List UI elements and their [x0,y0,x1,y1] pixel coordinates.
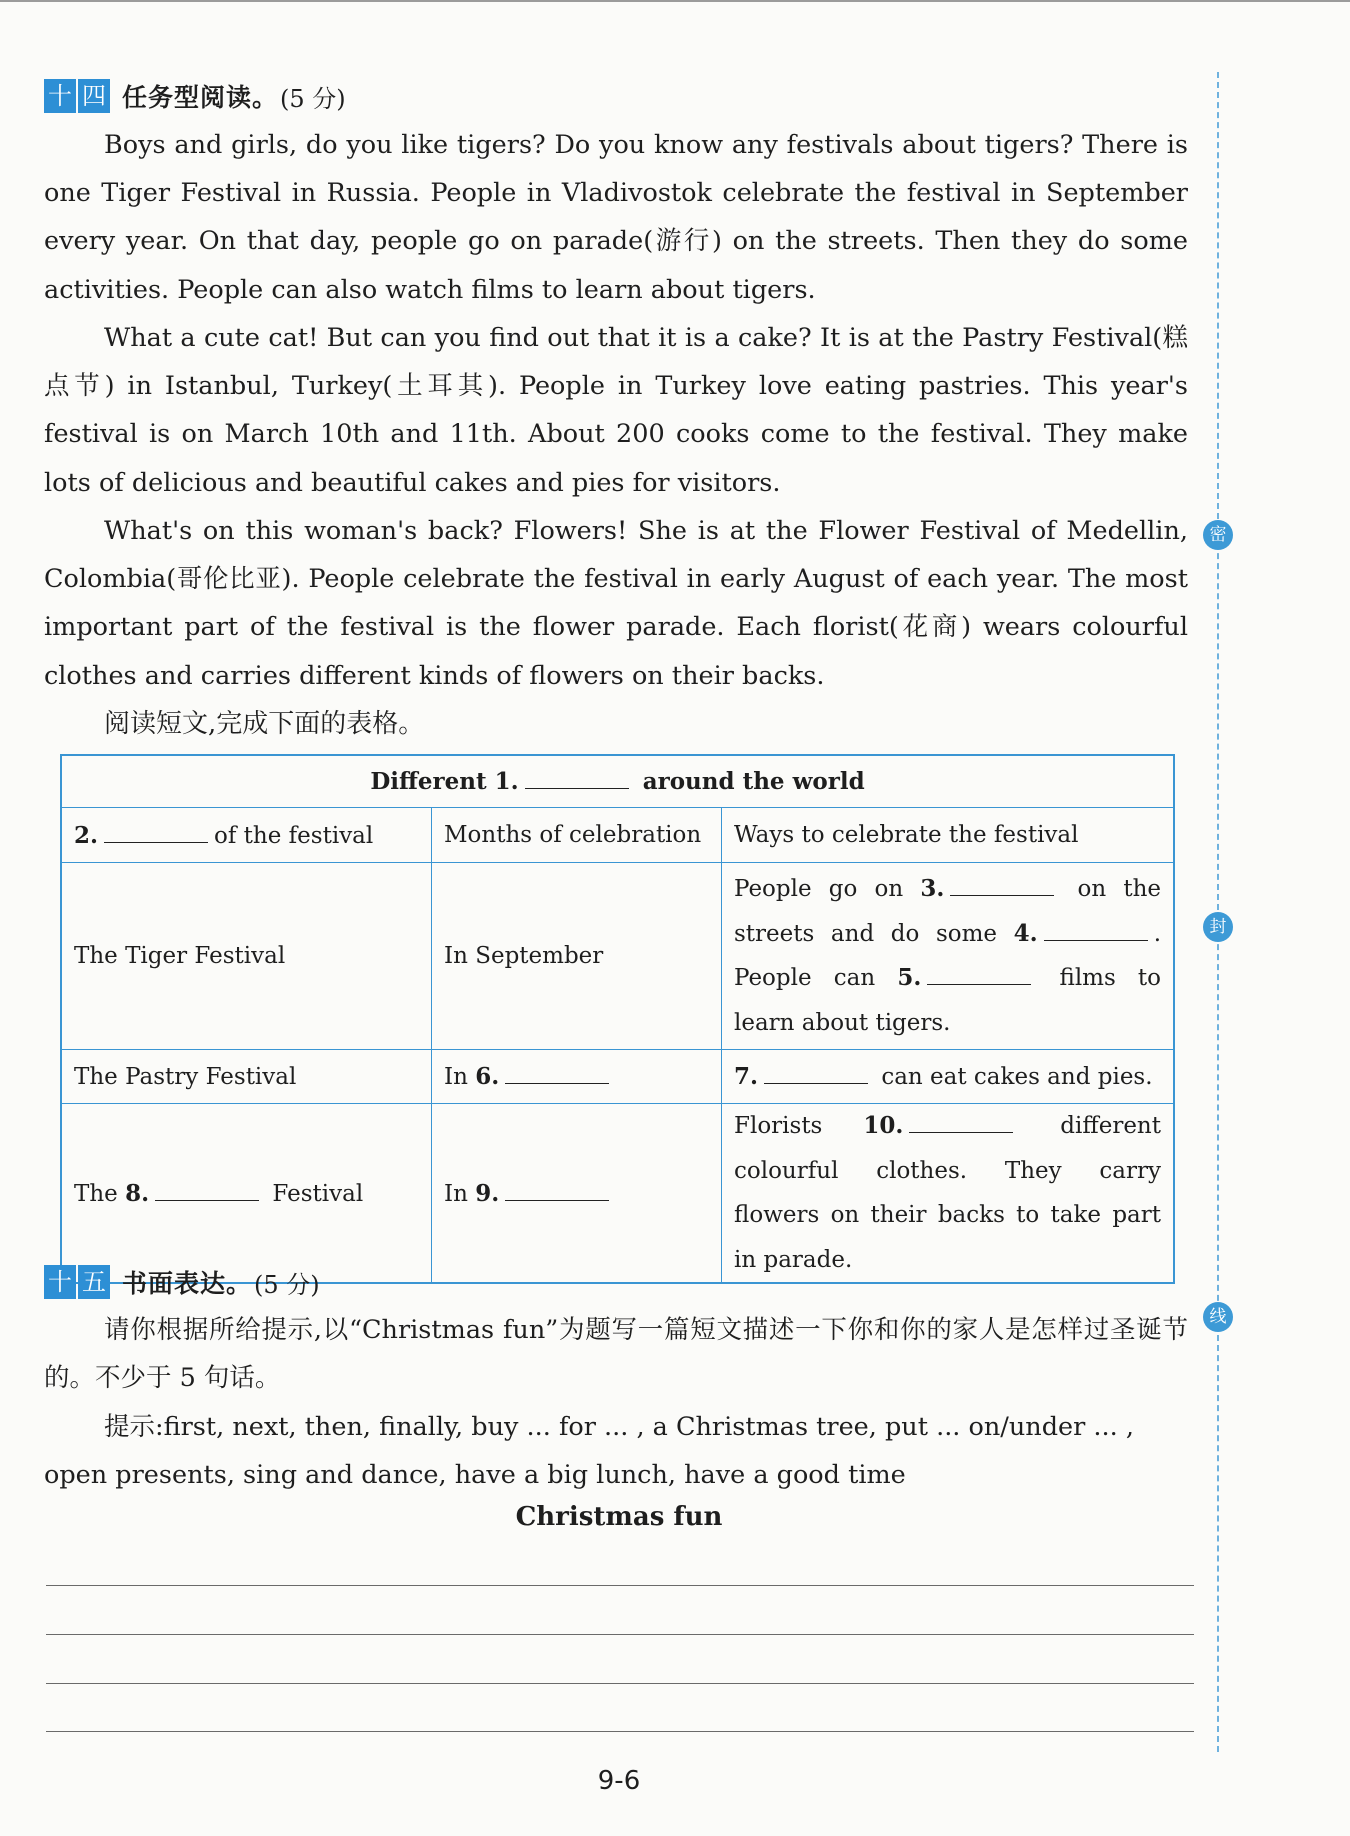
badge-char-2: 四 [78,79,110,113]
section-14-badge [44,79,112,113]
blank-8[interactable] [155,1199,259,1201]
writing-hint: 提示:first, next, then, finally, buy ... for ... , a Christmas tree, put ... on/under ... , open presents, sing and dance, have a big lunch, have a good time [44,1412,1134,1490]
section-15-title: 书面表达。 [122,1269,253,1298]
table-instruction: 阅读短文,完成下面的表格。 [104,709,425,739]
row3-name: The 8. Festival [61,1104,432,1284]
row1-ways: People go on 3. on the streets and do some 4. . People can 5. films to learn about tigers. [722,863,1175,1050]
blank-2[interactable] [104,841,208,843]
blank-10[interactable] [909,1131,1013,1133]
section-15-header [44,1264,320,1300]
blank-4[interactable] [1044,939,1148,941]
badge-char-2: 五 [78,1265,110,1299]
passage-3: What's on this woman's back? Flowers! She is at the Flower Festival of Medellin, Colombia(哥伦比亚). People celebrate the festival in early August of each year. The most important part of the festival is the flower parade. Each florist(花商) wears colourful clothes and carries different kinds of flowers on their backs. [44,516,1188,691]
section-14-score: (5 分) [280,84,346,113]
page-number: 9-6 [597,1766,641,1796]
passage-2: What a cute cat! But can you find out that it is a cake? It is at the Pastry Festival(糕点节) in Istanbul, Turkey(土耳其). People in Turkey love eating pastries. This year's festival is on March 10th and 11th. About 200 cooks come to the festival. They make lots of delicious and beautiful cakes and pies for visitors. [44,323,1188,498]
binding-mark-1: 密 [1203,520,1233,550]
section-15-badge [44,1265,112,1299]
badge-char-1: 十 [44,1265,76,1299]
blank-5[interactable] [927,983,1031,985]
row1-month: In September [432,863,722,1050]
row2-ways: 7. can eat cakes and pies. [722,1050,1175,1104]
writing-line-1[interactable] [46,1585,1194,1586]
blank-6[interactable] [505,1082,609,1084]
header-ways: Ways to celebrate the festival [722,808,1175,863]
row2-name: The Pastry Festival [61,1050,432,1104]
binding-mark-2: 封 [1203,912,1233,942]
row3-ways: Florists 10. different colourful clothes. They carry flowers on their backs to take part in parade. [722,1104,1175,1284]
section-15-score: (5 分) [254,1270,320,1299]
header-months: Months of celebration [432,808,722,863]
row1-name: The Tiger Festival [61,863,432,1050]
writing-prompt: 请你根据所给提示,以“Christmas fun”为题写一篇短文描述一下你和你的家人是怎样过圣诞节的。不少于 5 句话。 [44,1315,1188,1394]
writing-line-4[interactable] [46,1731,1194,1732]
top-border [0,0,1350,2]
passage-1: Boys and girls, do you like tigers? Do you know any festivals about tigers? There is one Tiger Festival in Russia. People in Vladivostok celebrate the festival in September every year. On that day, people go on parade(游行) on the streets. Then they do some activities. People can also watch films to learn about tigers. [44,130,1188,305]
blank-7[interactable] [764,1082,868,1084]
binding-mark-3: 线 [1203,1302,1233,1332]
row2-month: In 6. [432,1050,722,1104]
row3-month: In 9. [432,1104,722,1284]
section-14-title: 任务型阅读。 [122,83,279,112]
badge-char-1: 十 [44,79,76,113]
essay-title: Christmas fun [515,1502,723,1532]
writing-line-2[interactable] [46,1634,1194,1635]
writing-line-3[interactable] [46,1683,1194,1684]
task-table [60,754,1175,1284]
table-title: Different 1. around the world [61,755,1174,808]
header-festival: 2. of the festival [61,808,432,863]
section-14-header [44,78,346,114]
blank-3[interactable] [950,894,1054,896]
blank-9[interactable] [505,1199,609,1201]
blank-1[interactable] [525,787,629,789]
